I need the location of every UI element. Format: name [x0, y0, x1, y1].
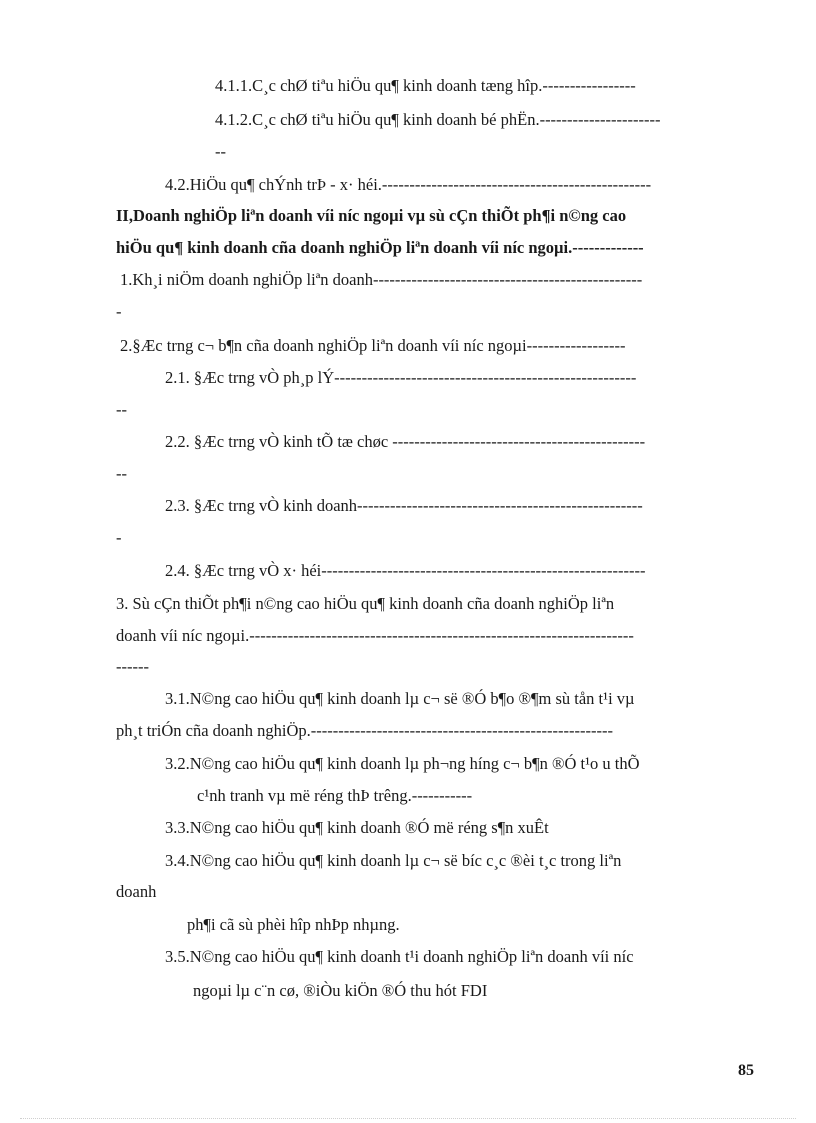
toc-section-ii: II,Doanh nghiÖp liªn doanh víi níc ngoµi vµ sù cÇn thiÕt ph¶i n©ng cao — [116, 206, 627, 225]
toc-entry-1-cont: - — [116, 302, 122, 321]
toc-entry-2-1-cont: -- — [116, 400, 127, 419]
toc-entry-4-1-1: 4.1.1.C¸c chØ tiªu hiÖu qu¶ kinh doanh tæng hîp.----------------- — [215, 76, 636, 95]
toc-entry-3-3: 3.3.N©ng cao hiÖu qu¶ kinh doanh ®Ó më réng s¶n xuÊt — [165, 818, 549, 837]
toc-entry-2-2: 2.2. §Æc trng vÒ kinh tÕ tæ chøc ---------------------------------------------- — [165, 432, 646, 451]
toc-entry-3-cont2: ------ — [116, 657, 149, 676]
toc-entry-2-3: 2.3. §Æc trng vÒ kinh doanh---------------------------------------------------- — [165, 496, 643, 515]
toc-entry-2-4: 2.4. §Æc trng vÒ x· héi----------------------------------------------------------- — [165, 561, 646, 580]
toc-entry-3-5: 3.5.N©ng cao hiÖu qu¶ kinh doanh t¹i doanh nghiÖp liªn doanh víi níc — [165, 947, 634, 966]
toc-entry-3-2-cont: c¹nh tranh vµ më réng thÞ trêng.----------- — [197, 786, 473, 805]
toc-entry-2-3-cont: - — [116, 528, 122, 547]
toc-entry-4-1-2-cont: -- — [215, 142, 226, 161]
toc-entry-3: 3. Sù cÇn thiÕt ph¶i n©ng cao hiÖu qu¶ kinh doanh cña doanh nghiÖp liªn — [116, 594, 615, 613]
toc-entry-3-1: 3.1.N©ng cao hiÖu qu¶ kinh doanh lµ c¬ së ®Ó b¶o ®¶m sù tån t¹i vµ — [165, 689, 635, 708]
toc-section-ii-cont: hiÖu qu¶ kinh doanh cña doanh nghiÖp liªn doanh víi níc ngoµi.------------- — [116, 238, 644, 257]
toc-entry-3-4: 3.4.N©ng cao hiÖu qu¶ kinh doanh lµ c¬ së bíc c¸c ®èi t¸c trong liªn — [165, 851, 622, 870]
toc-entry-3-4-cont2: ph¶i cã sù phèi hîp nhÞp nhµng. — [187, 915, 400, 934]
toc-entry-3-1-cont: ph¸t triÓn cña doanh nghiÖp.------------------------------------------------------- — [116, 721, 613, 740]
page-number: 85 — [738, 1062, 754, 1079]
toc-entry-2-1: 2.1. §Æc trng vÒ ph¸p lÝ------------------------------------------------------- — [165, 368, 637, 387]
toc-entry-4-1-2: 4.1.2.C¸c chØ tiªu hiÖu qu¶ kinh doanh bé phËn.---------------------- — [215, 110, 661, 129]
toc-entry-1: 1.Kh¸i niÖm doanh nghiÖp liªn doanh------------------------------------------------- — [120, 270, 643, 289]
toc-entry-4-2: 4.2.HiÖu qu¶ chÝnh trÞ - x· héi.------------------------------------------------- — [165, 175, 652, 194]
footer-divider — [20, 1118, 796, 1119]
toc-entry-3-cont: doanh víi níc ngoµi.---------------------------------------------------------------------- — [116, 626, 634, 645]
toc-entry-2: 2.§Æc trng c¬ b¶n cña doanh nghiÖp liªn doanh víi níc ngoµi------------------ — [120, 336, 626, 355]
toc-entry-3-5-cont: ngoµi lµ c¨n cø, ®iÒu kiÖn ®Ó thu hót FDI — [193, 981, 488, 1000]
toc-entry-2-2-cont: -- — [116, 464, 127, 483]
toc-entry-3-4-cont: doanh — [116, 882, 157, 901]
toc-entry-3-2: 3.2.N©ng cao hiÖu qu¶ kinh doanh lµ ph¬ng híng c¬ b¶n ®Ó t¹o u thÕ — [165, 754, 640, 773]
